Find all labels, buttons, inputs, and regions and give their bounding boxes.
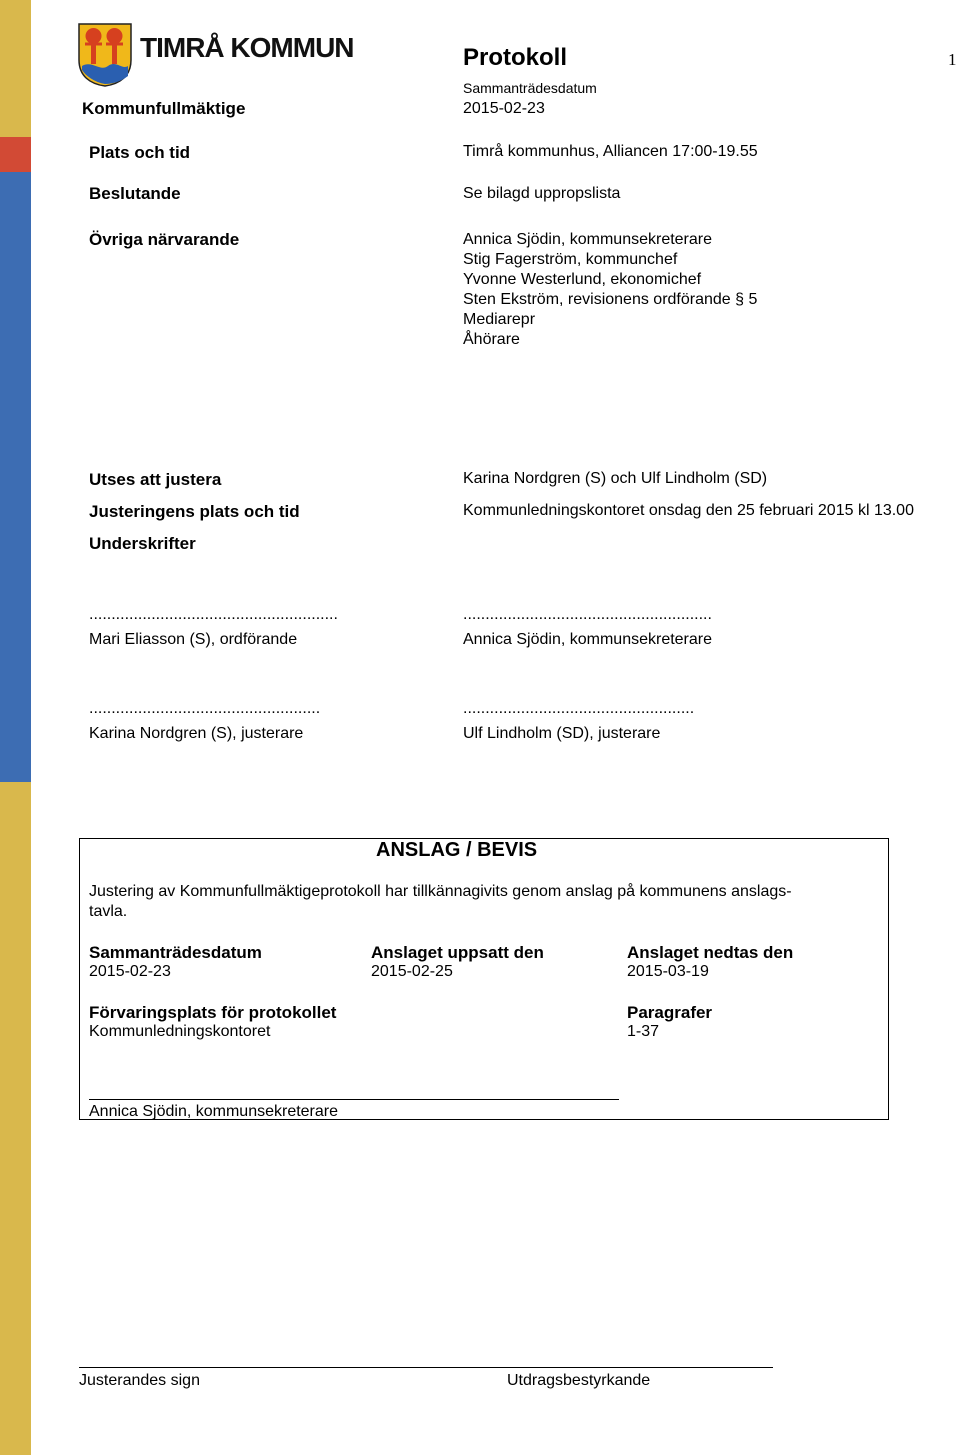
adjustment-place-label: Justeringens plats och tid <box>89 502 300 521</box>
signature-name: Mari Eliasson (S), ordförande <box>89 631 298 648</box>
list-item: Yvonne Westerlund, ekonomichef <box>463 271 702 288</box>
stripe-yellow-bottom <box>0 782 31 1455</box>
notice-paragraphs-label: Paragrafer <box>627 1003 713 1022</box>
doc-title: Protokoll <box>463 44 568 71</box>
date-label: Sammanträdesdatum <box>463 80 597 96</box>
others-present-label: Övriga närvarande <box>89 230 240 249</box>
notice-paragraphs: 1-37 <box>627 1023 660 1040</box>
list-item: Mediarepr <box>463 311 536 328</box>
notice-storage-label: Förvaringsplats för protokollet <box>89 1003 337 1022</box>
notice-box <box>79 838 889 1120</box>
footer-sign-label: Justerandes sign <box>79 1372 200 1389</box>
signature-dots: .................................................... <box>89 700 321 717</box>
signature-dots: ........................................................ <box>89 606 338 623</box>
logo-text: TIMRÅ KOMMUN <box>140 32 354 63</box>
page-number: 1 <box>948 50 957 69</box>
place-time-label: Plats och tid <box>89 143 191 162</box>
stripe-yellow-top <box>0 0 31 137</box>
notice-removed: 2015-03-19 <box>627 963 709 980</box>
appointed-label: Utses att justera <box>89 470 222 489</box>
meeting-date: 2015-02-23 <box>463 100 545 117</box>
notice-removed-label: Anslaget nedtas den <box>627 943 794 962</box>
list-item: Sten Ekström, revisionens ordförande § 5 <box>463 291 758 308</box>
stripe-blue <box>0 172 31 782</box>
notice-posted: 2015-02-25 <box>371 963 453 980</box>
others-present-list <box>463 230 757 350</box>
notice-text-line2: tavla. <box>89 903 128 920</box>
notice-meeting-date-label: Sammanträdesdatum <box>89 943 262 962</box>
signature-name: Ulf Lindholm (SD), justerare <box>463 725 661 742</box>
logo <box>76 22 354 88</box>
notice-storage: Kommunledningskontoret <box>89 1023 271 1040</box>
stripe-red <box>0 137 31 172</box>
list-item: Åhörare <box>463 331 520 348</box>
list-item: Annica Sjödin, kommunsekreterare <box>463 231 713 248</box>
body-name: Kommunfullmäktige <box>82 99 246 118</box>
notice-posted-label: Anslaget uppsatt den <box>371 943 544 962</box>
notice-signature-line <box>89 1099 619 1100</box>
signature-dots: ........................................................ <box>463 606 712 623</box>
appointed: Karina Nordgren (S) och Ulf Lindholm (SD) <box>463 470 768 487</box>
coat-of-arms-icon <box>76 22 134 88</box>
decision-makers: Se bilagd uppropslista <box>463 185 621 202</box>
place-time: Timrå kommunhus, Alliancen 17:00-19.55 <box>463 143 758 160</box>
notice-title: ANSLAG / BEVIS <box>376 839 538 861</box>
signature-name: Annica Sjödin, kommunsekreterare <box>463 631 713 648</box>
signature-dots: .................................................... <box>463 700 695 717</box>
notice-meeting-date: 2015-02-23 <box>89 963 171 980</box>
list-item: Stig Fagerström, kommunchef <box>463 251 678 268</box>
signature-name: Karina Nordgren (S), justerare <box>89 725 304 742</box>
signatures-label: Underskrifter <box>89 534 196 553</box>
decision-makers-label: Beslutande <box>89 184 181 203</box>
adjustment-place: Kommunledningskontoret onsdag den 25 februari 2015 kl 13.00 <box>463 502 914 519</box>
notice-text-line1: Justering av Kommunfullmäktigeprotokoll har tillkännagivits genom anslag på kommunens anslags- <box>89 883 792 900</box>
notice-signer: Annica Sjödin, kommunsekreterare <box>89 1103 339 1120</box>
footer-extract-label: Utdragsbestyrkande <box>507 1372 651 1389</box>
footer-line <box>79 1367 773 1368</box>
